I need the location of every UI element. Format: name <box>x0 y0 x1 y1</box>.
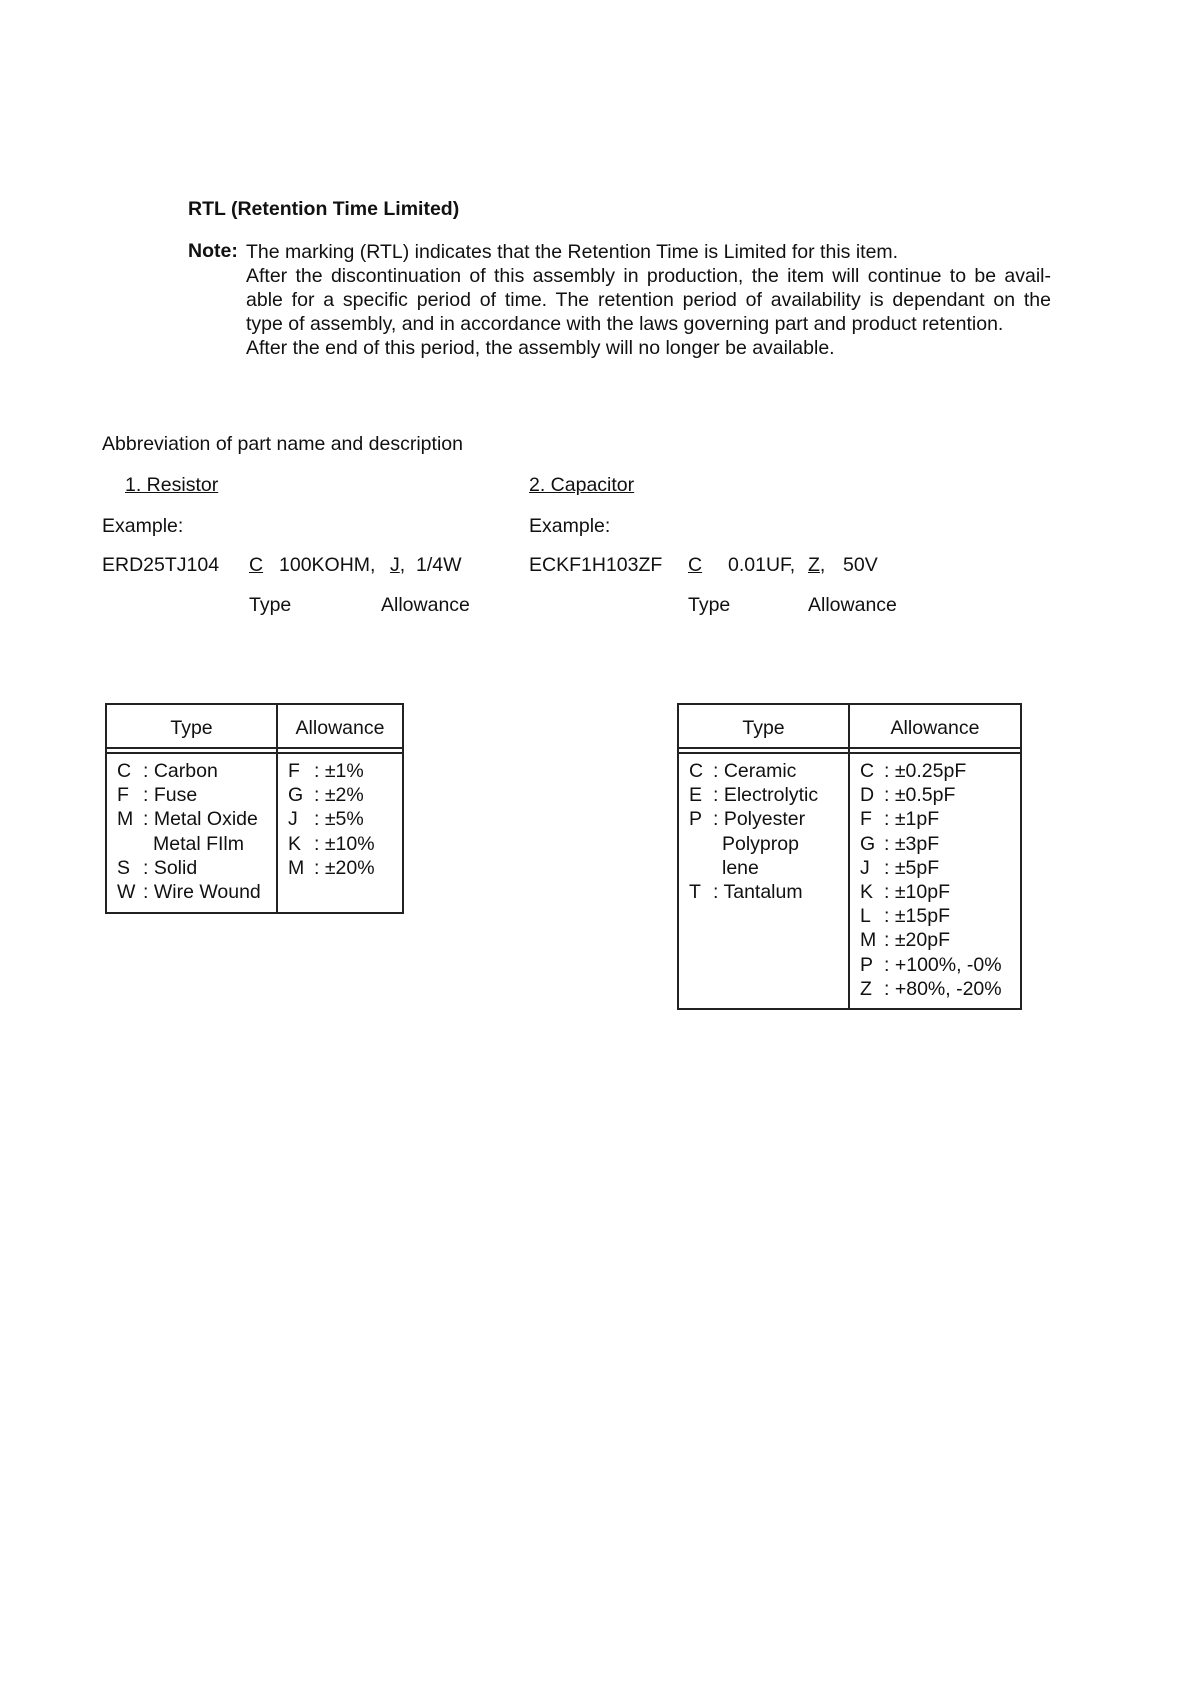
note-line: After the discontinuation of this assembly in production, the item will continue to be avail- <box>246 265 1051 287</box>
list-item: G : ±3pF <box>860 832 940 855</box>
list-item: E : Electrolytic <box>689 784 819 807</box>
list-item: C : Ceramic <box>689 760 797 782</box>
list-item: F : ±1% <box>288 760 364 782</box>
capacitor-example-value: 0.01UF, <box>728 554 796 576</box>
resistor-allowance-list <box>288 759 375 880</box>
list-item: C : Carbon <box>117 760 218 782</box>
list-item: K : ±10% <box>288 832 375 855</box>
list-item: D : ±0.5pF <box>860 784 956 807</box>
resistor-table <box>105 703 404 914</box>
capacitor-section-title: 2. Capacitor <box>529 474 635 496</box>
list-item: M : ±20pF <box>860 929 950 952</box>
resistor-allowance-caption: Allowance <box>381 594 470 616</box>
list-item: W : Wire Wound <box>117 881 261 904</box>
list-item: Polyprop <box>722 832 799 855</box>
table-rule <box>107 752 402 754</box>
resistor-type-caption: Type <box>249 594 292 616</box>
capacitor-type-list <box>689 759 818 904</box>
capacitor-example-type-code: C <box>688 554 703 576</box>
resistor-example-value: 100KOHM, <box>279 554 376 576</box>
capacitor-example-allowance <box>808 554 825 577</box>
list-item: Z : +80%, -20% <box>860 977 1002 1000</box>
list-item: L : ±15pF <box>860 905 950 928</box>
list-item: K : ±10pF <box>860 881 950 904</box>
capacitor-example-label: Example: <box>529 515 611 537</box>
list-item: P : Polyester <box>689 808 806 831</box>
list-item: J : ±5% <box>288 808 364 831</box>
resistor-example-label: Example: <box>102 515 184 537</box>
list-item: Metal FIlm <box>153 832 245 855</box>
note-line: type of assembly, and in accordance with the laws governing part and product retention. <box>246 313 1004 335</box>
abbreviation-heading: Abbreviation of part name and description <box>102 433 463 455</box>
capacitor-table <box>677 703 1022 1010</box>
table-divider <box>848 705 850 1008</box>
list-item: P : +100%, -0% <box>860 953 1002 976</box>
resistor-example-power: 1/4W <box>416 554 462 576</box>
list-item: G : ±2% <box>288 784 364 807</box>
resistor-example-type-code: C <box>249 554 264 576</box>
resistor-example-part: ERD25TJ104 <box>102 554 220 576</box>
resistor-example-allowance <box>390 554 405 577</box>
capacitor-example-allowance-code: Z <box>808 554 820 576</box>
resistor-example-comma: , <box>399 554 406 576</box>
capacitor-table-header-allowance: Allowance <box>890 717 980 739</box>
list-item: T : Tantalum <box>689 881 803 904</box>
list-item: S : Solid <box>117 856 198 879</box>
list-item: F : Fuse <box>117 784 198 807</box>
resistor-table-header-type: Type <box>170 717 213 739</box>
list-item: lene <box>722 856 759 879</box>
table-rule <box>107 747 402 749</box>
capacitor-example-part: ECKF1H103ZF <box>529 554 663 576</box>
table-rule <box>679 747 1020 749</box>
note-line: The marking (RTL) indicates that the Retention Time is Limited for this item. <box>246 241 899 263</box>
list-item: M : ±20% <box>288 856 375 879</box>
note-label: Note: <box>188 240 238 262</box>
capacitor-example-comma: , <box>819 554 826 576</box>
resistor-type-list <box>117 759 261 904</box>
note-line: After the end of this period, the assembly will no longer be available. <box>246 337 835 359</box>
resistor-table-header-allowance: Allowance <box>295 717 385 739</box>
list-item: J : ±5pF <box>860 856 940 879</box>
note-body <box>246 240 1051 360</box>
note-line: able for a specific period of time. The retention period of availability is dependant on the <box>246 289 1051 311</box>
capacitor-allowance-list <box>860 759 1002 1001</box>
list-item: M : Metal Oxide <box>117 808 258 831</box>
capacitor-allowance-caption: Allowance <box>808 594 897 616</box>
list-item: F : ±1pF <box>860 808 940 831</box>
table-rule <box>679 752 1020 754</box>
capacitor-example-voltage: 50V <box>843 554 878 576</box>
resistor-section-title: 1. Resistor <box>125 474 219 496</box>
capacitor-type-caption: Type <box>688 594 731 616</box>
capacitor-table-header-type: Type <box>742 717 785 739</box>
rtl-title: RTL (Retention Time Limited) <box>188 198 460 220</box>
list-item: C : ±0.25pF <box>860 760 967 782</box>
resistor-example-allowance-code: J <box>390 554 400 576</box>
